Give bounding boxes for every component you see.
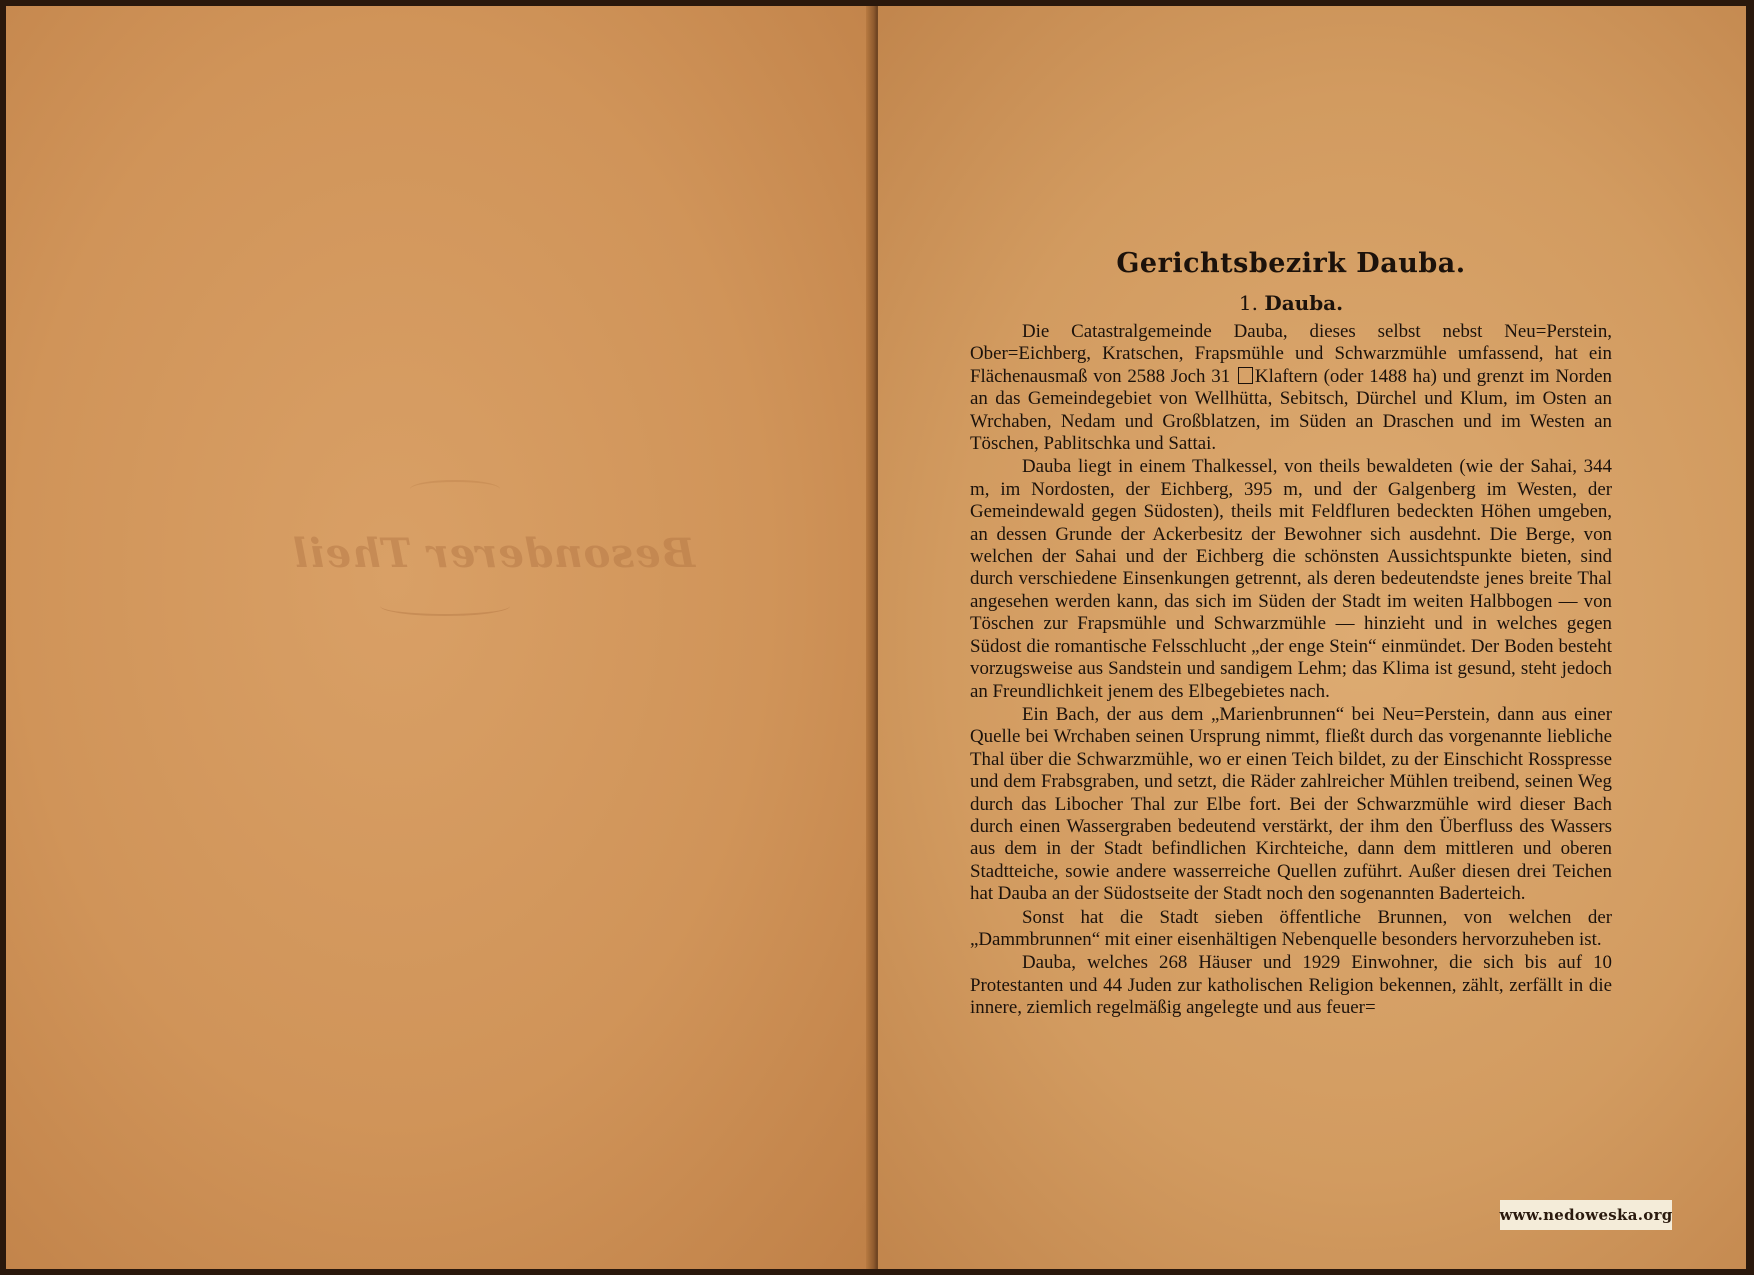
- watermark-label: www.nedoweska.org: [1500, 1200, 1672, 1230]
- paragraph-1-start: Die Catastralgemeinde Dauba, dieses selbst nebst Neu=Perstein, Ober=Eichberg, Kratschen, Frapsmühle und Schwarzmühle umfassend, hat ein Flächenausmaß von 2588 Joch 31: [970, 321, 1612, 387]
- paragraph-2: Dauba liegt in einem Thalkessel, von theils bewaldeten (wie der Sahai, 344 m, im Nordosten, der Eichberg, 395 m, und der Galgenberg im Westen, der Gemeindewald gegen Südosten), theils mit Feldfluren bedeckten Höhen umgeben, an dessen Grunde der Ackerbesitz der Bewohner sich ausdehnt. Die Berge, von welchen der Sahai und der Eichberg die schönsten Aussichtspunkte bieten, sind durch verschiedene Einsenkungen getrennt, als deren bedeutendste jenes breite Thal angesehen werden kann, das sich im Süden der Stadt im weiten Halbbogen — von Töschen zur Frapsmühle und Schwarzmühle — hinzieht und in welches gegen Südost die romantische Felsschlucht „der enge Stein“ einmündet. Der Boden besteht vorzugsweise aus Sandstein und sandigem Lehm; das Klima ist gesund, steht jedoch an Freundlichkeit jenem des Elbegebietes nach.: [970, 456, 1612, 702]
- section-number: 1.: [1238, 291, 1258, 315]
- scan-edge: [0, 0, 1754, 6]
- bleed-through-text: Besonderer Theil: [292, 530, 696, 577]
- page-title: Gerichtsbezirk Dauba.: [1116, 248, 1466, 279]
- paragraph-3: Ein Bach, der aus dem „Marienbrunnen“ bei Neu=Perstein, dann aus einer Quelle bei Wrchaben seinen Ursprung nimmt, fließt durch das vorgenannte liebliche Thal über die Schwarzmühle, wo er einen Teich bildet, zu der Einschicht Rosspresse und dem Frabsgraben, und setzt, die Räder zahlreicher Mühlen treibend, seinen Weg durch das Libocher Thal zur Elbe fort. Bei der Schwarzmühle wird dieser Bach durch einen Wassergraben bedeutend verstärkt, der ihm den Überfluss des Wassers aus dem in der Stadt befindlichen Kirchteiche, dann dem mittleren und oberen Stadtteiche, sowie andere wasserreiche Quellen zuführt. Außer diesen drei Teichen hat Dauba an der Südostseite der Stadt noch den sogenannten Baderteich.: [970, 703, 1612, 905]
- paragraph-4: Sonst hat die Stadt sieben öffentliche Brunnen, von welchen der „Dammbrunnen“ mit einer eisenhältigen Nebenquelle besonders hervorzuheben ist.: [970, 906, 1612, 950]
- section-name: Dauba.: [1264, 291, 1344, 315]
- scan-edge: [1746, 0, 1754, 1275]
- scan-edge: [0, 1269, 1754, 1275]
- section-heading: [970, 291, 1612, 315]
- paragraph-5: Dauba, welches 268 Häuser und 1929 Einwohner, die sich bis auf 10 Protestanten und 44 Juden zur katholischen Religion bekennen, zählt, zerfällt in die innere, ziemlich regelmäßig angelegte und aus feuer=: [970, 952, 1612, 1019]
- paragraph-1-end: Klaftern (oder 1488 ha) und grenzt im Norden an das Gemeindegebiet von Wellhütta, Sebitsch, Dürchel und Klum, im Osten an Wrchaben, Nedam und Großblatzen, im Süden an Draschen und im Westen an Töschen, Pablitschka und Sattai.: [970, 365, 1613, 455]
- bleed-through-ornament: [380, 596, 510, 616]
- paragraph-1: [970, 321, 1612, 455]
- square-klafter-symbol: [1238, 367, 1253, 384]
- scan-edge: [0, 0, 6, 1275]
- bleed-through-ornament: [410, 480, 500, 498]
- page-text-block: [970, 248, 1612, 1021]
- left-page: [0, 0, 874, 1275]
